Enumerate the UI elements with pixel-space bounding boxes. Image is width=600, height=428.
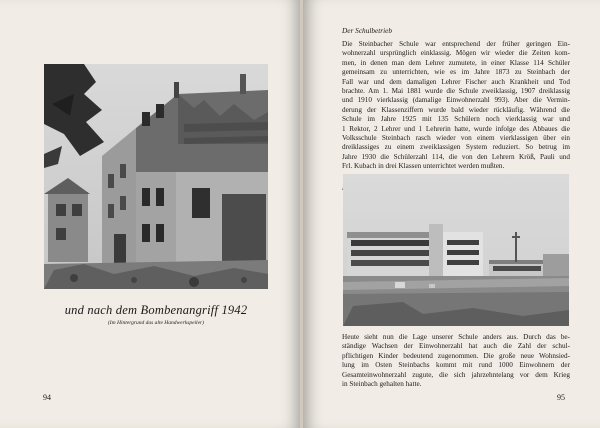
text-line: ständige Wachsen der Einwohnerzahl hat auch die Zahl der schul- [342, 342, 570, 351]
text-line: Frl. Kubach in drei Klassen unterrichtet werden mußten. [342, 162, 505, 171]
page-number-right: 95 [557, 393, 565, 402]
text-line: Volksschule Steinbach rasch wieder von einem vierklassigen über ein [342, 134, 570, 143]
text-line: in Steinbach gehalten hatte. [342, 380, 422, 389]
text-line: lung im Osten Steinbachs kommt mit rund 1000 Einwohnern der [342, 361, 570, 370]
text-line: Gesamteinwohnerzahl zugute, die sich jahrzehntelang vor dem Krieg [342, 370, 570, 379]
paragraph-schulbetrieb [342, 40, 570, 172]
text-line: und 1910 vierklassig (damalige Einwohnerzahl 993). Aber die Vermin- [342, 96, 570, 105]
section-heading: Der Schulbetrieb [342, 26, 393, 35]
text-line: Jahre 1930 die Schülerzahl 114, die von den Lehrern Kröß, Pauli und [342, 152, 570, 161]
photo-caption-note: (Im Hintergrund das alte Handwerkspeiler) [107, 320, 205, 326]
text-line: wohnerzahl ursprünglich einklassig. Mögen wir wieder die Zeiten kom- [342, 49, 570, 58]
text-line: brachte. Am 1. Mai 1881 wurde die Schule zweiklassig, 1907 dreiklassig [342, 87, 570, 96]
text-line: Heute sieht nun die Lage unserer Schule anders aus. Durch das be- [342, 333, 570, 341]
photo-caption: und nach dem Bombenangriff 1942 [64, 303, 248, 317]
text-line: Fall war und dem damaligen Lehrer Fischer auch Krankheit und Tod [342, 77, 570, 86]
photo-bombed-house [44, 64, 268, 289]
page-number-left: 94 [43, 393, 51, 402]
text-line: Die Steinbacher Schule war entsprechend der früher geringen Ein- [342, 40, 570, 48]
text-line: 1 Rektor, 2 Lehrer und 1 Lehrerin hatte, wurde infolge des Abbaues die [342, 124, 570, 133]
text-line: Schule im Jahre 1925 mit 135 Schülern noch vierklassig war und [342, 115, 570, 124]
text-line: pflichtigen Kinder bedeutend zugenommen. Die große neue Wohnsied- [342, 351, 570, 360]
text-line: gemeinsam zu unterrichten, wie es im Jahre 1873 zu Steinbach der [342, 68, 570, 77]
photo-new-school [343, 174, 569, 326]
text-line: derung der Klassenziffern wurde bald wieder rückläufig. Während die [342, 105, 570, 114]
right-page [303, 0, 600, 428]
text-line: dreiklassiges zu einem zweiklassigen System reduziert. So betrug im [342, 143, 570, 152]
text-line: men, in denen man dem Lehrer zumutete, in einer Klasse 114 Schüler [342, 58, 570, 67]
paragraph-neue-schule [342, 333, 570, 389]
